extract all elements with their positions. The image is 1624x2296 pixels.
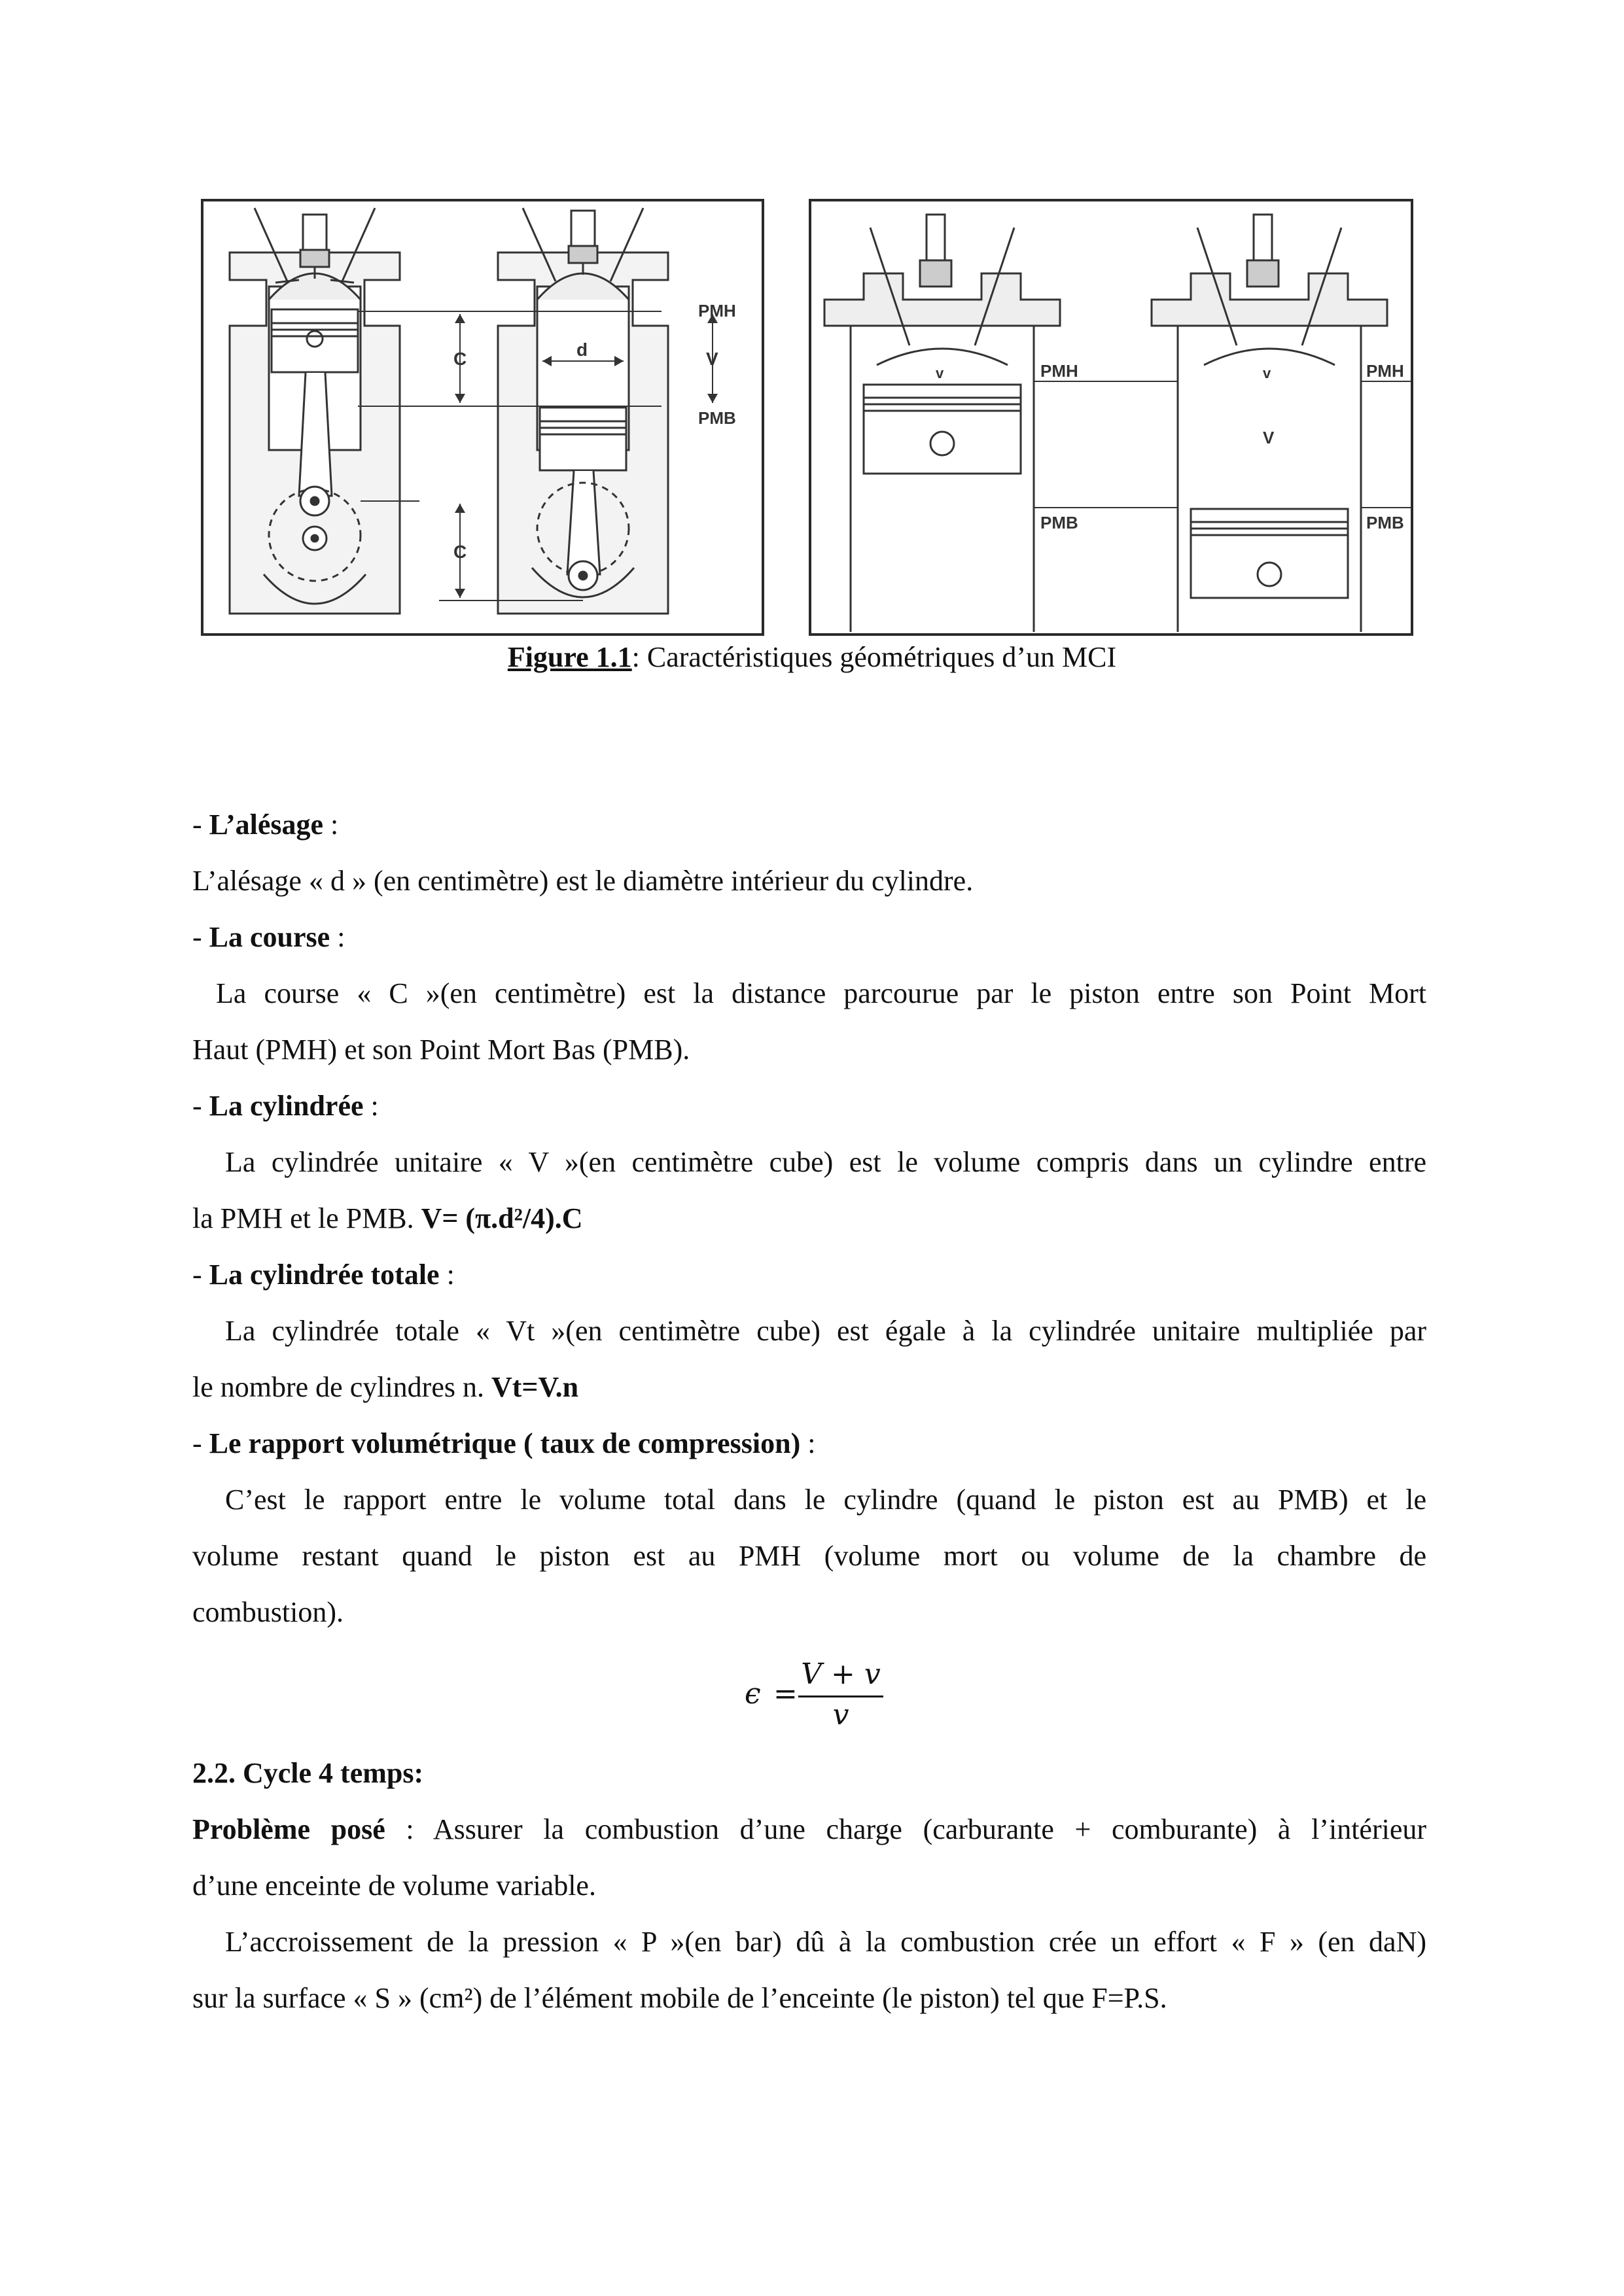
heading-suffix: : — [439, 1259, 455, 1291]
heading-prefix: - — [192, 1259, 209, 1291]
cycle-line4-formula: F=P.S. — [1091, 1982, 1167, 2014]
cycle-line2: d’une enceinte de volume variable. — [192, 1870, 596, 1902]
alesage-line1: L’alésage « d » (en centimètre) est le diamètre intérieur du cylindre. — [192, 865, 974, 897]
label-pmb-right-1: PMB — [1040, 513, 1078, 532]
heading-prefix: - — [192, 1427, 209, 1459]
heading-alesage — [192, 797, 1426, 853]
engine-diagram-volumes — [811, 201, 1411, 633]
label-dead-volume-left: v — [936, 365, 944, 381]
label-pmb-right-2: PMB — [1366, 513, 1404, 532]
figure-caption-label: Figure 1.1 — [507, 641, 632, 673]
figure-caption-text: : Caractéristiques géométriques d’un MCI — [631, 641, 1117, 673]
cylindree-totale-line2 — [192, 1359, 1426, 1416]
heading-prefix: - — [192, 1090, 209, 1122]
label-pmh-right-1: PMH — [1040, 361, 1078, 381]
body-text — [192, 797, 1426, 1778]
heading-prefix: - — [192, 921, 209, 953]
heading-cycle-label: 2.2. Cycle 4 temps: — [192, 1757, 424, 1789]
compression-ratio-equation — [745, 1658, 889, 1730]
label-dead-volume-right: v — [1263, 365, 1271, 381]
cylindree-line1: La cylindrée unitaire « V »(en centimètre cube) est le volume compris dans un cylindre entre — [225, 1146, 1426, 1178]
label-pmh-right-2: PMH — [1366, 361, 1404, 381]
heading-suffix: : — [323, 809, 339, 841]
equation-equals: = — [773, 1677, 798, 1711]
heading-suffix: : — [330, 921, 345, 953]
heading-rapport — [192, 1416, 1426, 1472]
heading-rapport-label: Le rapport volumétrique ( taux de compression) — [209, 1427, 801, 1459]
heading-cylindree — [192, 1078, 1426, 1134]
cylindree-line2-text: la PMH et le PMB. — [192, 1202, 421, 1234]
probleme-label: Problème posé — [192, 1813, 385, 1845]
cylindree-totale-line1: La cylindrée totale « Vt »(en centimètre cube) est égale à la cylindrée unitaire multipliée par — [225, 1315, 1426, 1347]
course-line1: La course « C »(en centimètre) est la distance parcourue par le piston entre son Point Mort — [216, 977, 1426, 1009]
course-line2: Haut (PMH) et son Point Mort Bas (PMB). — [192, 1034, 690, 1066]
heading-cylindree-label: La cylindrée — [209, 1090, 364, 1122]
cylindree-line2 — [192, 1191, 1426, 1247]
label-course-top: C — [453, 349, 467, 369]
equation-lhs: ϵ — [745, 1677, 761, 1711]
cylindree-totale-formula: Vt=V.n — [491, 1371, 579, 1403]
label-pmh-left: PMH — [698, 301, 736, 321]
heading-course-label: La course — [209, 921, 330, 953]
heading-cylindree-totale — [192, 1247, 1426, 1303]
cylindree-formula: V= (π.d²/4).C — [421, 1202, 583, 1234]
probleme-text: : Assurer la combustion d’une charge (carburante + comburante) à l’intérieur — [385, 1813, 1426, 1845]
figure-engine-geometry-left — [201, 199, 764, 636]
rapport-line3: combustion). — [192, 1596, 344, 1628]
rapport-line1: C’est le rapport entre le volume total dans le cylindre (quand le piston est au PMB) et le — [225, 1484, 1426, 1516]
heading-cycle — [192, 1745, 1426, 1801]
heading-cylindree-totale-label: La cylindrée totale — [209, 1259, 440, 1291]
cylindree-totale-line2-text: le nombre de cylindres n. — [192, 1371, 491, 1403]
figure-caption — [0, 638, 1624, 677]
label-volume-v: V — [706, 349, 718, 369]
equation-numerator: V + v — [801, 1658, 881, 1691]
figure-engine-geometry-right — [809, 199, 1413, 636]
heading-course — [192, 909, 1426, 965]
equation-denominator: v — [832, 1698, 849, 1731]
heading-alesage-label: L’alésage — [209, 809, 324, 841]
label-pmb-left: PMB — [698, 408, 736, 428]
cycle-line4 — [192, 1970, 1426, 2026]
cycle-section — [192, 1745, 1426, 2112]
engine-diagram-bore-stroke — [203, 201, 762, 633]
equation-fraction-bar — [798, 1696, 883, 1697]
label-course-bottom: C — [453, 542, 467, 562]
heading-suffix: : — [363, 1090, 379, 1122]
cycle-line3: L’accroissement de la pression « P »(en bar) dû à la combustion crée un effort « F » (en daN) — [225, 1926, 1426, 1958]
cycle-line4-text: sur la surface « S » (cm²) de l’élément mobile de l’enceinte (le piston) tel que — [192, 1982, 1092, 2014]
heading-prefix: - — [192, 809, 209, 841]
label-bore-d: d — [576, 339, 588, 360]
heading-suffix: : — [800, 1427, 816, 1459]
cycle-line1 — [192, 1801, 1426, 1858]
rapport-line2: volume restant quand le piston est au PMH (volume mort ou volume de la chambre de — [192, 1540, 1426, 1572]
label-volume-right: V — [1263, 428, 1275, 447]
